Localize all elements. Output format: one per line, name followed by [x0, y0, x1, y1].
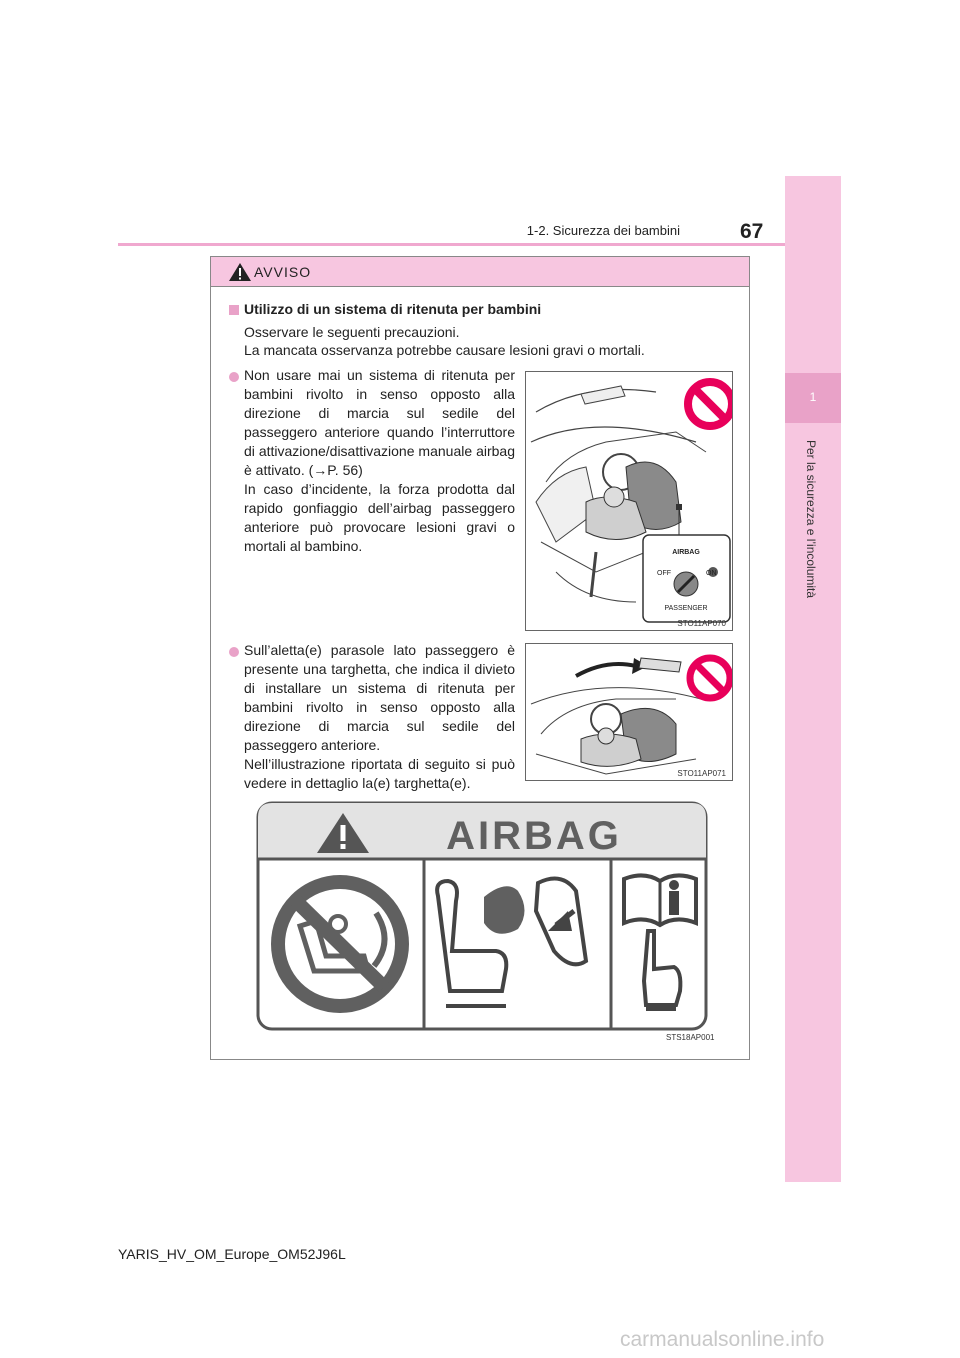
bullet-text-1: Non usare mai un sistema di ritenuta per bambini rivolto in senso opposto alla direzione di marcia sul sedile del passeggero anteriore quando l’interruttore di attivazione/disattivazione manuale airbag è attivato. (→P. 56) In caso d’incidente, la forza prodotta dal rapido gonfiaggio dell’airbag passeggero anteriore può provocare lesioni gravi o mortali al bambino. — [244, 367, 515, 554]
subsection-marker — [229, 305, 239, 315]
image-code-3: STS18AP001 — [666, 1033, 715, 1042]
switch-on-label: ON — [706, 570, 717, 577]
side-tab-number: 1 — [809, 390, 817, 404]
side-tab-label — [804, 440, 822, 690]
bullet-dot-1 — [229, 372, 239, 382]
warning-header — [211, 257, 749, 287]
intro-line-1: Osservare le seguenti precauzioni. — [244, 324, 460, 340]
bullet-text-2: Sull’aletta(e) parasole lato passeggero è presente una targhetta, che indica il divieto di installare un sistema di ritenuta per bambini rivolto in senso opposto alla direzione di marcia sul sedile del passeggero anteriore. Nell’illustrazione riportata di seguito si può vedere in dettaglio la(e) targhetta(e). — [244, 642, 515, 791]
bullet-dot-2 — [229, 647, 239, 657]
illustration-rear-facing-seat — [525, 371, 733, 631]
image-code-1: STO11AP070 — [677, 619, 726, 628]
subsection-title: Utilizzo di un sistema di ritenuta per bambini — [244, 301, 542, 317]
watermark[interactable]: carmanualsonline.info — [620, 1328, 825, 1351]
intro-line-2: La mancata osservanza potrebbe causare lesioni gravi o mortali. — [244, 342, 645, 358]
airbag-warning-label — [256, 801, 708, 1031]
section-title: 1-2. Sicurezza dei bambini — [526, 223, 680, 238]
warning-box — [210, 256, 750, 1060]
header-rule — [118, 243, 785, 246]
page-number: 67 — [740, 220, 764, 243]
side-tab-label-text: Per la sicurezza e l’incolumità — [804, 440, 818, 599]
prohibition-icon — [688, 382, 732, 426]
footer-doc-id: YARIS_HV_OM_Europe_OM52J96L — [118, 1246, 346, 1262]
switch-title: AIRBAG — [672, 549, 700, 556]
switch-off-label: OFF — [657, 570, 671, 577]
warning-triangle-icon — [228, 262, 252, 282]
switch-passenger-label: PASSENGER — [664, 605, 708, 612]
illustration-sun-visor — [525, 643, 733, 781]
image-code-2: STO11AP071 — [677, 769, 726, 778]
warning-header-label: AVVISO — [254, 264, 312, 280]
car-interior-drawing — [526, 372, 733, 631]
prohibition-icon — [690, 658, 730, 698]
airbag-label-title: AIRBAG — [446, 814, 622, 858]
sun-visor-drawing — [526, 644, 733, 781]
